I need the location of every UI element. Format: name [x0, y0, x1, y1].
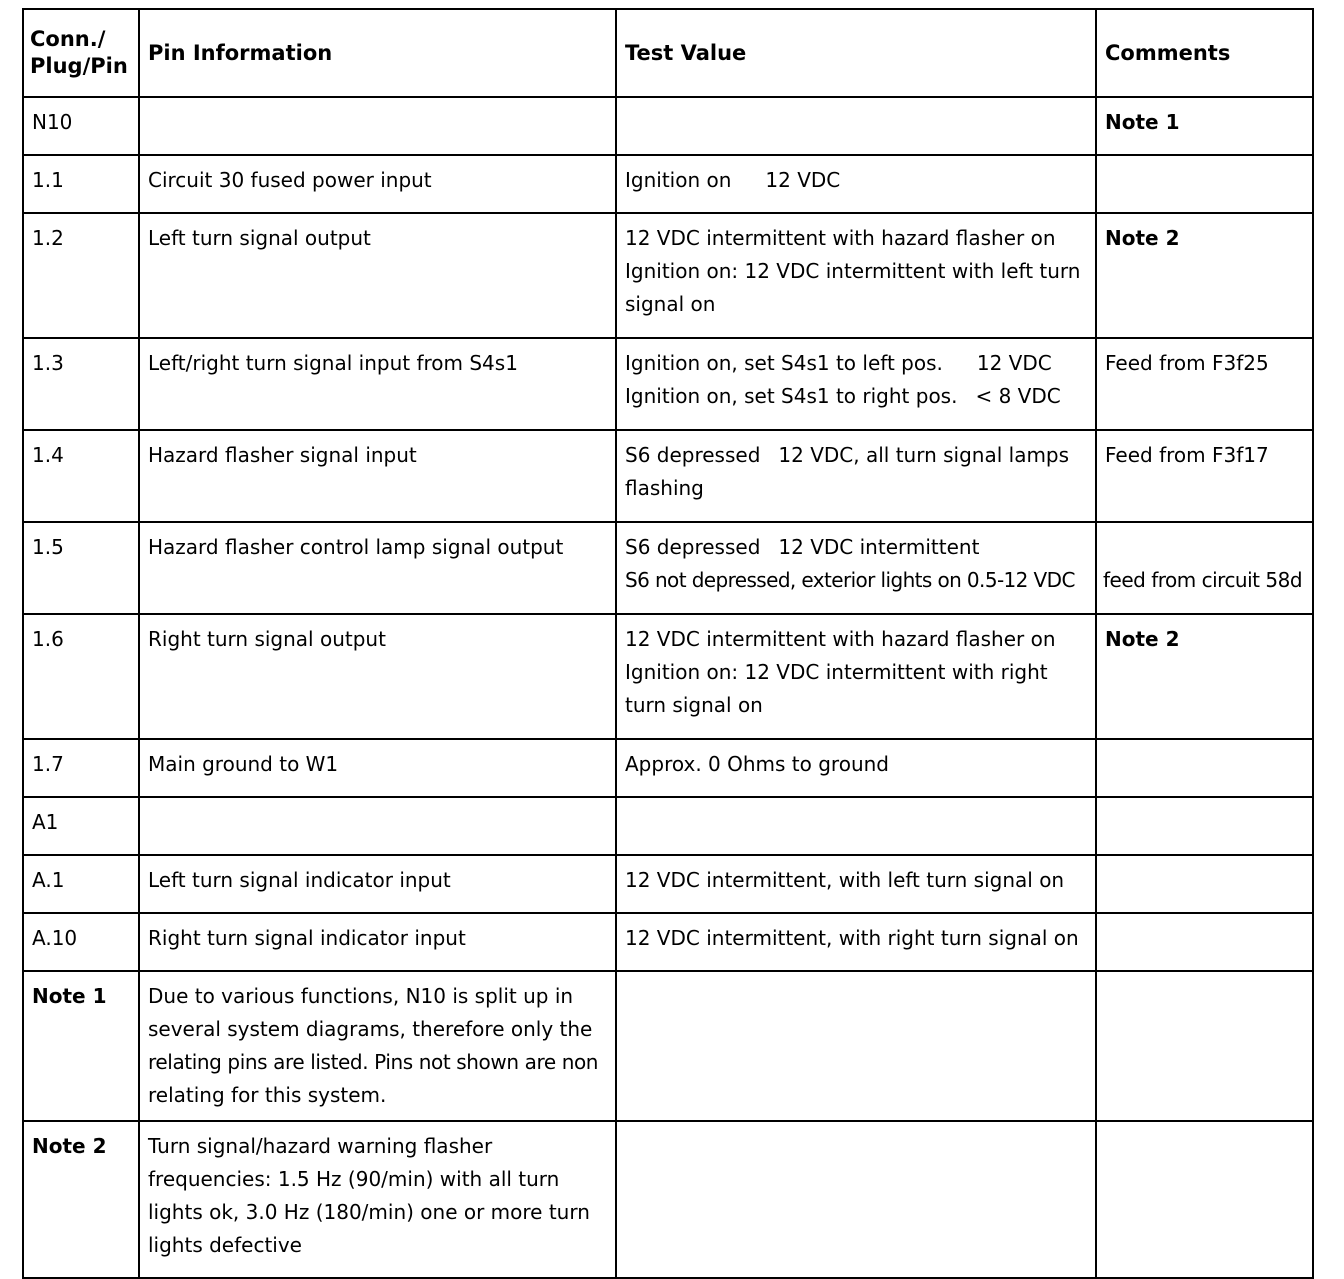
note-line: Due to various functions, N10 is split up in	[148, 984, 574, 1008]
test-condition: S6 depressed	[625, 535, 761, 559]
header-pin-information: Pin Information	[139, 9, 616, 97]
test-line: Ignition on: 12 VDC intermittent with right	[625, 660, 1048, 684]
table-row	[23, 913, 1313, 971]
test-line: turn signal on	[625, 693, 763, 717]
table-row	[23, 338, 1313, 430]
pin-test-table	[22, 8, 1314, 1279]
pin-cell: N10	[23, 97, 139, 155]
comment-cell	[1096, 1121, 1313, 1278]
test-value-cell	[616, 797, 1096, 855]
comment-cell	[1096, 797, 1313, 855]
comment-cell	[1096, 971, 1313, 1121]
comment-cell	[1096, 739, 1313, 797]
comment-cell: Feed from F3f25	[1096, 338, 1313, 430]
pin-info-cell: Right turn signal output	[139, 614, 616, 739]
test-value-cell: 12 VDC intermittent, with right turn signal on	[616, 913, 1096, 971]
test-value: 12 VDC, all turn signal lamps	[778, 443, 1070, 467]
test-condition: Ignition on, set S4s1 to right pos.	[625, 384, 958, 408]
test-value: 12 VDC intermittent	[778, 535, 980, 559]
test-value-cell	[616, 1121, 1096, 1278]
note-line: frequencies: 1.5 Hz (90/min) with all turn	[148, 1167, 560, 1191]
comment-cell: Note 1	[1096, 97, 1313, 155]
table-row	[23, 797, 1313, 855]
comment-cell	[1096, 913, 1313, 971]
pin-cell: 1.6	[23, 614, 139, 739]
pin-cell: Note 2	[23, 1121, 139, 1278]
test-value: < 8 VDC	[975, 384, 1061, 408]
test-value-cell	[616, 97, 1096, 155]
table-row	[23, 430, 1313, 522]
pin-info-cell: Circuit 30 fused power input	[139, 155, 616, 213]
test-line: flashing	[625, 476, 704, 500]
table-row	[23, 739, 1313, 797]
pin-cell: 1.5	[23, 522, 139, 614]
pin-cell: 1.7	[23, 739, 139, 797]
test-line: 12 VDC intermittent with hazard flasher on	[625, 627, 1056, 651]
pin-cell: 1.3	[23, 338, 139, 430]
table-row	[23, 522, 1313, 614]
pin-cell: A.10	[23, 913, 139, 971]
table-row	[23, 1121, 1313, 1278]
pin-info-cell: Left turn signal indicator input	[139, 855, 616, 913]
pin-info-cell: Left turn signal output	[139, 213, 616, 338]
pin-info-cell: Hazard flasher signal input	[139, 430, 616, 522]
header-conn-plug-pin	[23, 9, 139, 97]
pin-table-sheet	[22, 8, 1314, 1279]
test-condition: Ignition on	[625, 168, 732, 192]
test-value: 12 VDC	[976, 351, 1052, 375]
table-header-row	[23, 9, 1313, 97]
pin-info-cell	[139, 1121, 616, 1278]
table-row	[23, 855, 1313, 913]
table-row	[23, 213, 1313, 338]
comment-cell: Feed from F3f17	[1096, 430, 1313, 522]
test-value: 12 VDC	[765, 168, 841, 192]
table-row	[23, 155, 1313, 213]
test-line: 12 VDC intermittent with hazard flasher on	[625, 226, 1056, 250]
pin-info-cell: Right turn signal indicator input	[139, 913, 616, 971]
note-line: several system diagrams, therefore only the	[148, 1017, 593, 1041]
pin-cell: A1	[23, 797, 139, 855]
test-value-cell	[616, 338, 1096, 430]
comment-cell: Note 2	[1096, 614, 1313, 739]
table-row	[23, 97, 1313, 155]
header-test-value: Test Value	[616, 9, 1096, 97]
note-line: lights defective	[148, 1233, 302, 1257]
test-line	[625, 531, 1095, 564]
header-comments: Comments	[1096, 9, 1313, 97]
test-line: signal on	[625, 292, 716, 316]
test-value-cell: Approx. 0 Ohms to ground	[616, 739, 1096, 797]
table-row	[23, 971, 1313, 1121]
test-value-cell	[616, 614, 1096, 739]
pin-cell: 1.4	[23, 430, 139, 522]
pin-info-cell: Hazard flasher control lamp signal output	[139, 522, 616, 614]
test-value-cell	[616, 522, 1096, 614]
test-value-cell	[616, 213, 1096, 338]
pin-cell: 1.2	[23, 213, 139, 338]
test-line	[625, 380, 1095, 413]
header-conn-line1: Conn./	[30, 27, 106, 51]
table-row	[23, 614, 1313, 739]
test-line	[625, 347, 1095, 380]
test-condition: Ignition on, set S4s1 to left pos.	[625, 351, 943, 375]
test-value-cell	[616, 971, 1096, 1121]
header-conn-line2: Plug/Pin	[30, 54, 128, 78]
test-value-cell: 12 VDC intermittent, with left turn signal on	[616, 855, 1096, 913]
comment-cell	[1096, 522, 1313, 614]
note-line: Turn signal/hazard warning flasher	[148, 1134, 493, 1158]
comment-text: feed from circuit 58d	[1103, 568, 1303, 592]
comment-cell	[1096, 155, 1313, 213]
pin-info-cell	[139, 97, 616, 155]
pin-cell: A.1	[23, 855, 139, 913]
test-line	[625, 439, 1095, 472]
note-line: relating pins are listed. Pins not shown are non	[148, 1050, 599, 1074]
comment-cell	[1096, 855, 1313, 913]
pin-cell: Note 1	[23, 971, 139, 1121]
pin-info-cell	[139, 971, 616, 1121]
note-line: relating for this system.	[148, 1083, 387, 1107]
test-line: Ignition on: 12 VDC intermittent with left turn	[625, 259, 1081, 283]
note-line: lights ok, 3.0 Hz (180/min) one or more turn	[148, 1200, 590, 1224]
test-line: S6 not depressed, exterior lights on 0.5-12 VDC	[625, 568, 1075, 592]
test-condition: S6 depressed	[625, 443, 761, 467]
test-value-cell	[616, 155, 1096, 213]
pin-info-cell: Main ground to W1	[139, 739, 616, 797]
test-value-cell	[616, 430, 1096, 522]
comment-cell: Note 2	[1096, 213, 1313, 338]
pin-info-cell: Left/right turn signal input from S4s1	[139, 338, 616, 430]
pin-info-cell	[139, 797, 616, 855]
pin-cell: 1.1	[23, 155, 139, 213]
